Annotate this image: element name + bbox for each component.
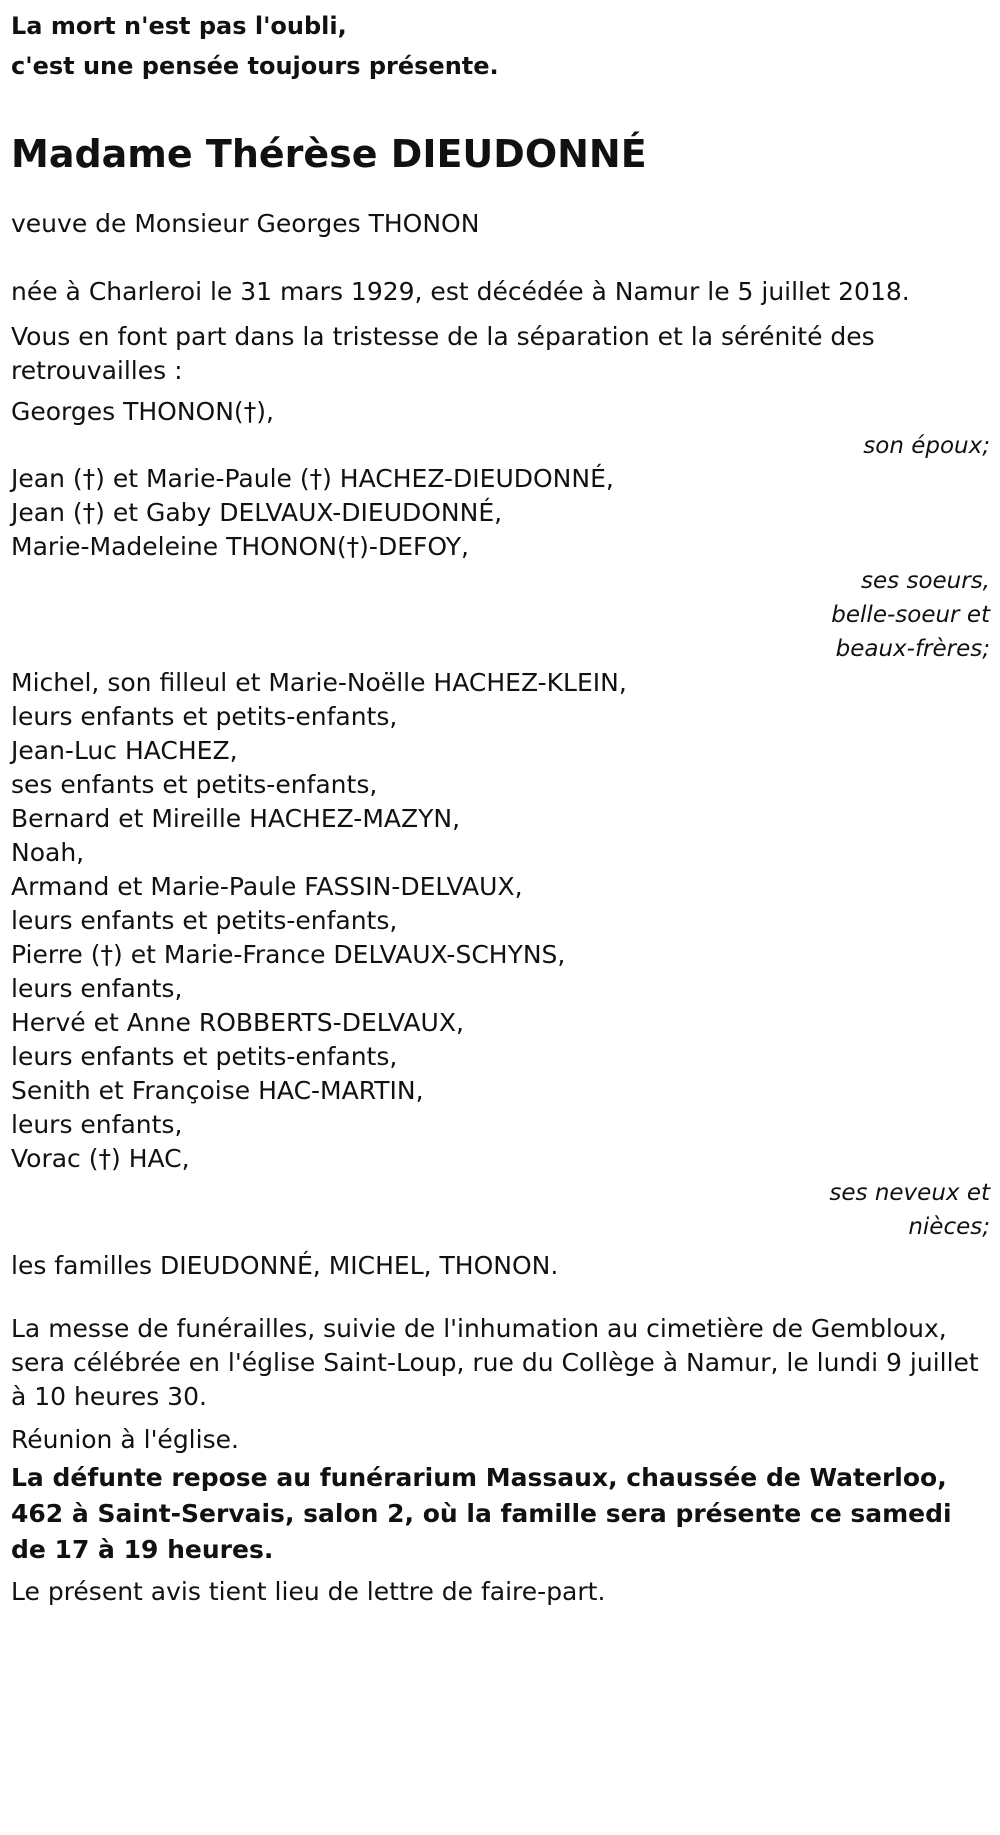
nephew-line: leurs enfants et petits-enfants, xyxy=(11,702,398,731)
spouse-line: Georges THONON(†), xyxy=(11,397,274,426)
birth-death: née à Charleroi le 31 mars 1929, est décédée à Namur le 5 juillet 2018. xyxy=(11,277,910,306)
relation-line: nièces; xyxy=(908,1214,990,1240)
sibling-line: Jean (†) et Gaby DELVAUX-DIEUDONNÉ, xyxy=(11,498,503,527)
siblings-relation xyxy=(11,564,990,666)
nephew-line: Michel, son filleul et Marie-Noëlle HACHEZ-KLEIN, xyxy=(11,668,627,697)
nephew-line: Jean-Luc HACHEZ, xyxy=(11,736,238,765)
sibling-line: Jean (†) et Marie-Paule (†) HACHEZ-DIEUDONNÉ, xyxy=(11,464,614,493)
sibling-line: Marie-Madeleine THONON(†)-DEFOY, xyxy=(11,532,469,561)
relation-line: beaux-frères; xyxy=(835,636,990,662)
relation-line: ses neveux et xyxy=(829,1180,990,1206)
relation-line: ses soeurs, xyxy=(861,568,990,594)
spouse-relation: son époux; xyxy=(863,433,990,459)
nephew-line: ses enfants et petits-enfants, xyxy=(11,770,378,799)
nephews-relation xyxy=(11,1176,990,1244)
widow-of: veuve de Monsieur Georges THONON xyxy=(11,209,480,238)
nephew-line: Noah, xyxy=(11,838,85,867)
nephew-line: Pierre (†) et Marie-France DELVAUX-SCHYNS, xyxy=(11,940,566,969)
nephew-line: leurs enfants, xyxy=(11,1110,183,1139)
nephew-line: Senith et Françoise HAC-MARTIN, xyxy=(11,1076,424,1105)
epigraph-line-2: c'est une pensée toujours présente. xyxy=(11,52,499,80)
viewing-info: La défunte repose au funérarium Massaux, chaussée de Waterloo, 462 à Saint-Servais, salon 2, où la famille sera présente ce samedi de 17 à 19 heures. xyxy=(11,1463,952,1564)
nephew-line: Armand et Marie-Paule FASSIN-DELVAUX, xyxy=(11,872,523,901)
nephew-line: Vorac (†) HAC, xyxy=(11,1144,190,1173)
nephew-line: leurs enfants, xyxy=(11,974,183,1003)
nephew-line: Hervé et Anne ROBBERTS-DELVAUX, xyxy=(11,1008,464,1037)
funeral-info: La messe de funérailles, suivie de l'inhumation au cimetière de Gembloux, sera célébrée en l'église Saint-Loup, rue du Collège à Namur, le lundi 9 juillet à 10 heures 30. xyxy=(11,1314,979,1411)
relation-line: belle-soeur et xyxy=(831,602,990,628)
deceased-name: Madame Thérèse DIEUDONNÉ xyxy=(11,132,647,176)
nephew-line: Bernard et Mireille HACHEZ-MAZYN, xyxy=(11,804,461,833)
nephew-line: leurs enfants et petits-enfants, xyxy=(11,1042,398,1071)
nephews-block xyxy=(11,666,990,1176)
reunion-info: Réunion à l'église. xyxy=(11,1425,239,1454)
epigraph-line-1: La mort n'est pas l'oubli, xyxy=(11,12,347,40)
closing-line: Le présent avis tient lieu de lettre de faire-part. xyxy=(11,1577,606,1606)
announcement: Vous en font part dans la tristesse de la séparation et la sérénité des retrouvailles : xyxy=(11,322,875,385)
nephew-line: leurs enfants et petits-enfants, xyxy=(11,906,398,935)
families-line: les familles DIEUDONNÉ, MICHEL, THONON. xyxy=(11,1251,559,1280)
siblings-block xyxy=(11,462,990,564)
